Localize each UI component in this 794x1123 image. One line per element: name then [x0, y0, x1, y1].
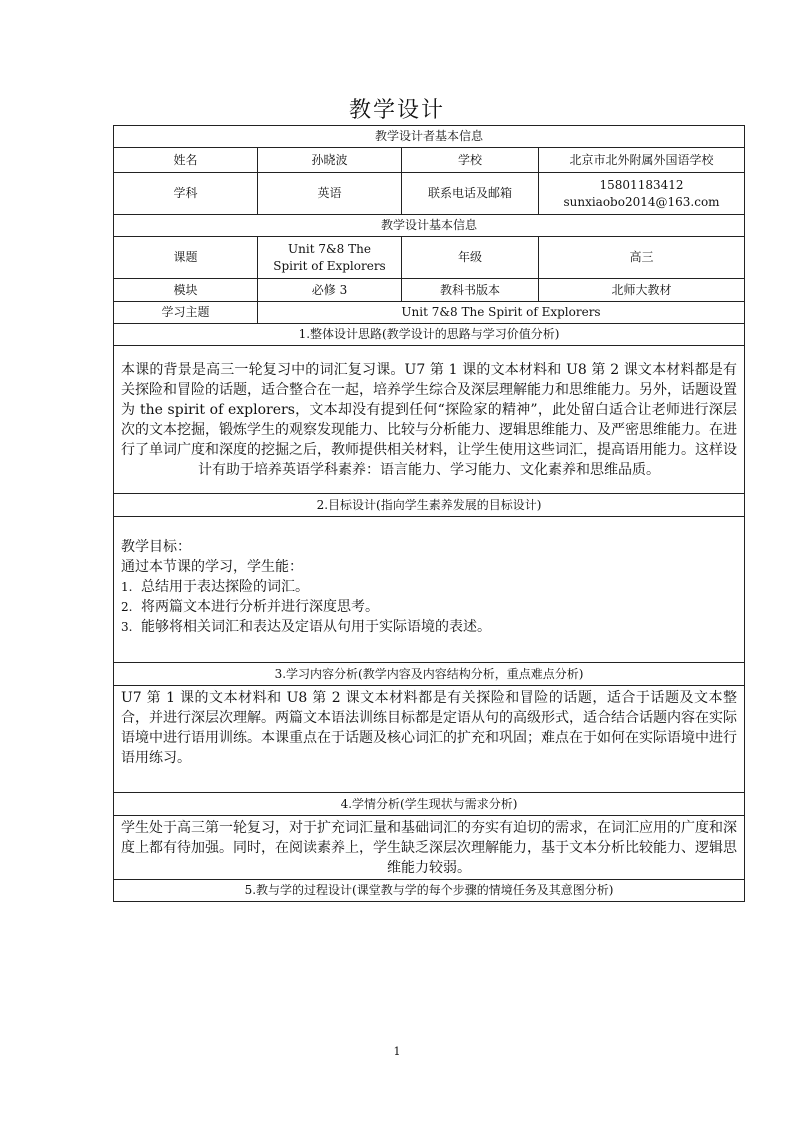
name-value: 孙晓波	[258, 148, 402, 173]
theme-label: 学习主题	[114, 302, 258, 324]
goal-item	[121, 617, 737, 637]
contact-label: 联系电话及邮箱	[402, 173, 539, 215]
contact-email: sunxiaobo2014@163.com	[563, 194, 720, 209]
school-value: 北京市北外附属外国语学校	[539, 148, 745, 173]
section-1-title: 1.整体设计思路(教学设计的思路与学习价值分析)	[114, 324, 745, 346]
lesson-value	[258, 237, 402, 279]
document-title: 教学设计	[348, 98, 445, 123]
lesson-design-table	[113, 125, 745, 902]
lesson-value-line-1: Unit 7&8 The	[288, 241, 371, 256]
page-number: 1	[393, 1045, 401, 1058]
subject-label: 学科	[114, 173, 258, 215]
goal-intro: 通过本节课的学习，学生能：	[121, 559, 303, 575]
section-3-text: U7 第 1 课的文本材料和 U8 第 2 课文本材料都是有关探险和冒险的话题，适合于话题及文本整合，并进行深层次理解。两篇文本语法训练目标都是定语从句的高级形式，适合结合话题内容在实际语境中进行语用训练。本课重点在于话题及核心词汇的扩充和巩固；难点在于如何在实际语境中进行语用练习。	[114, 686, 745, 793]
lesson-label: 课题	[114, 237, 258, 279]
theme-value: Unit 7&8 The Spirit of Explorers	[258, 302, 745, 324]
textbook-value: 北师大教材	[539, 279, 745, 302]
textbook-label: 教科书版本	[402, 279, 539, 302]
goal-item	[121, 597, 737, 617]
contact-phone: 15801183412	[599, 177, 684, 192]
name-label: 姓名	[114, 148, 258, 173]
section-2-title: 2.目标设计(指向学生素养发展的目标设计)	[114, 494, 745, 517]
section-3-title: 3.学习内容分析(教学内容及内容结构分析，重点难点分析)	[114, 663, 745, 686]
subject-value: 英语	[258, 173, 402, 215]
section-2-goals	[114, 517, 745, 663]
goal-item	[121, 577, 737, 597]
module-value: 必修 3	[258, 279, 402, 302]
section-1-text: 本课的背景是高三一轮复习中的词汇复习课。U7 第 1 课的文本材料和 U8 第 2 课文本材料都是有关探险和冒险的话题，适合整合在一起，培养学生综合及深层理解能力和思维能力。另外，话题设置为 the spirit of explorers，文本却没有提到任何“探险家的精神”，此处留白适合让老师进行深层次的文本挖掘，锻炼学生的观察发现能力、比较与分析能力、逻辑思维能力、及严密思维能力。在进行了单词广度和深度的挖掘之后，教师提供相关材料，让学生使用这些词汇，提高语用能力。这样设计有助于培养英语学科素养：语言能力、学习能力、文化素养和思维品质。	[114, 346, 745, 494]
goal-number: 3.	[121, 620, 133, 634]
module-label: 模块	[114, 279, 258, 302]
goal-number: 2.	[121, 600, 133, 614]
contact-value	[539, 173, 745, 215]
goal-number: 1.	[121, 580, 133, 594]
goal-text: 将两篇文本进行分析并进行深度思考。	[141, 599, 379, 615]
goal-heading: 教学目标：	[121, 539, 191, 555]
grade-label: 年级	[402, 237, 539, 279]
goal-text: 总结用于表达探险的词汇。	[141, 579, 309, 595]
section-4-text: 学生处于高三第一轮复习，对于扩充词汇量和基础词汇的夯实有迫切的需求，在词汇应用的广度和深度上都有待加强。同时，在阅读素养上，学生缺乏深层次理解能力，基于文本分析比较能力、逻辑思维能力较弱。	[114, 816, 745, 880]
school-label: 学校	[402, 148, 539, 173]
lesson-value-line-2: Spirit of Explorers	[273, 258, 386, 273]
goal-text: 能够将相关词汇和表达及定语从句用于实际语境的表述。	[141, 619, 491, 635]
section-design-info: 教学设计基本信息	[114, 215, 745, 237]
section-5-title: 5.教与学的过程设计(课堂教与学的每个步骤的情境任务及其意图分析)	[114, 880, 745, 902]
section-designer-info: 教学设计者基本信息	[114, 126, 745, 148]
section-4-title: 4.学情分析(学生现状与需求分析)	[114, 793, 745, 816]
grade-value: 高三	[539, 237, 745, 279]
